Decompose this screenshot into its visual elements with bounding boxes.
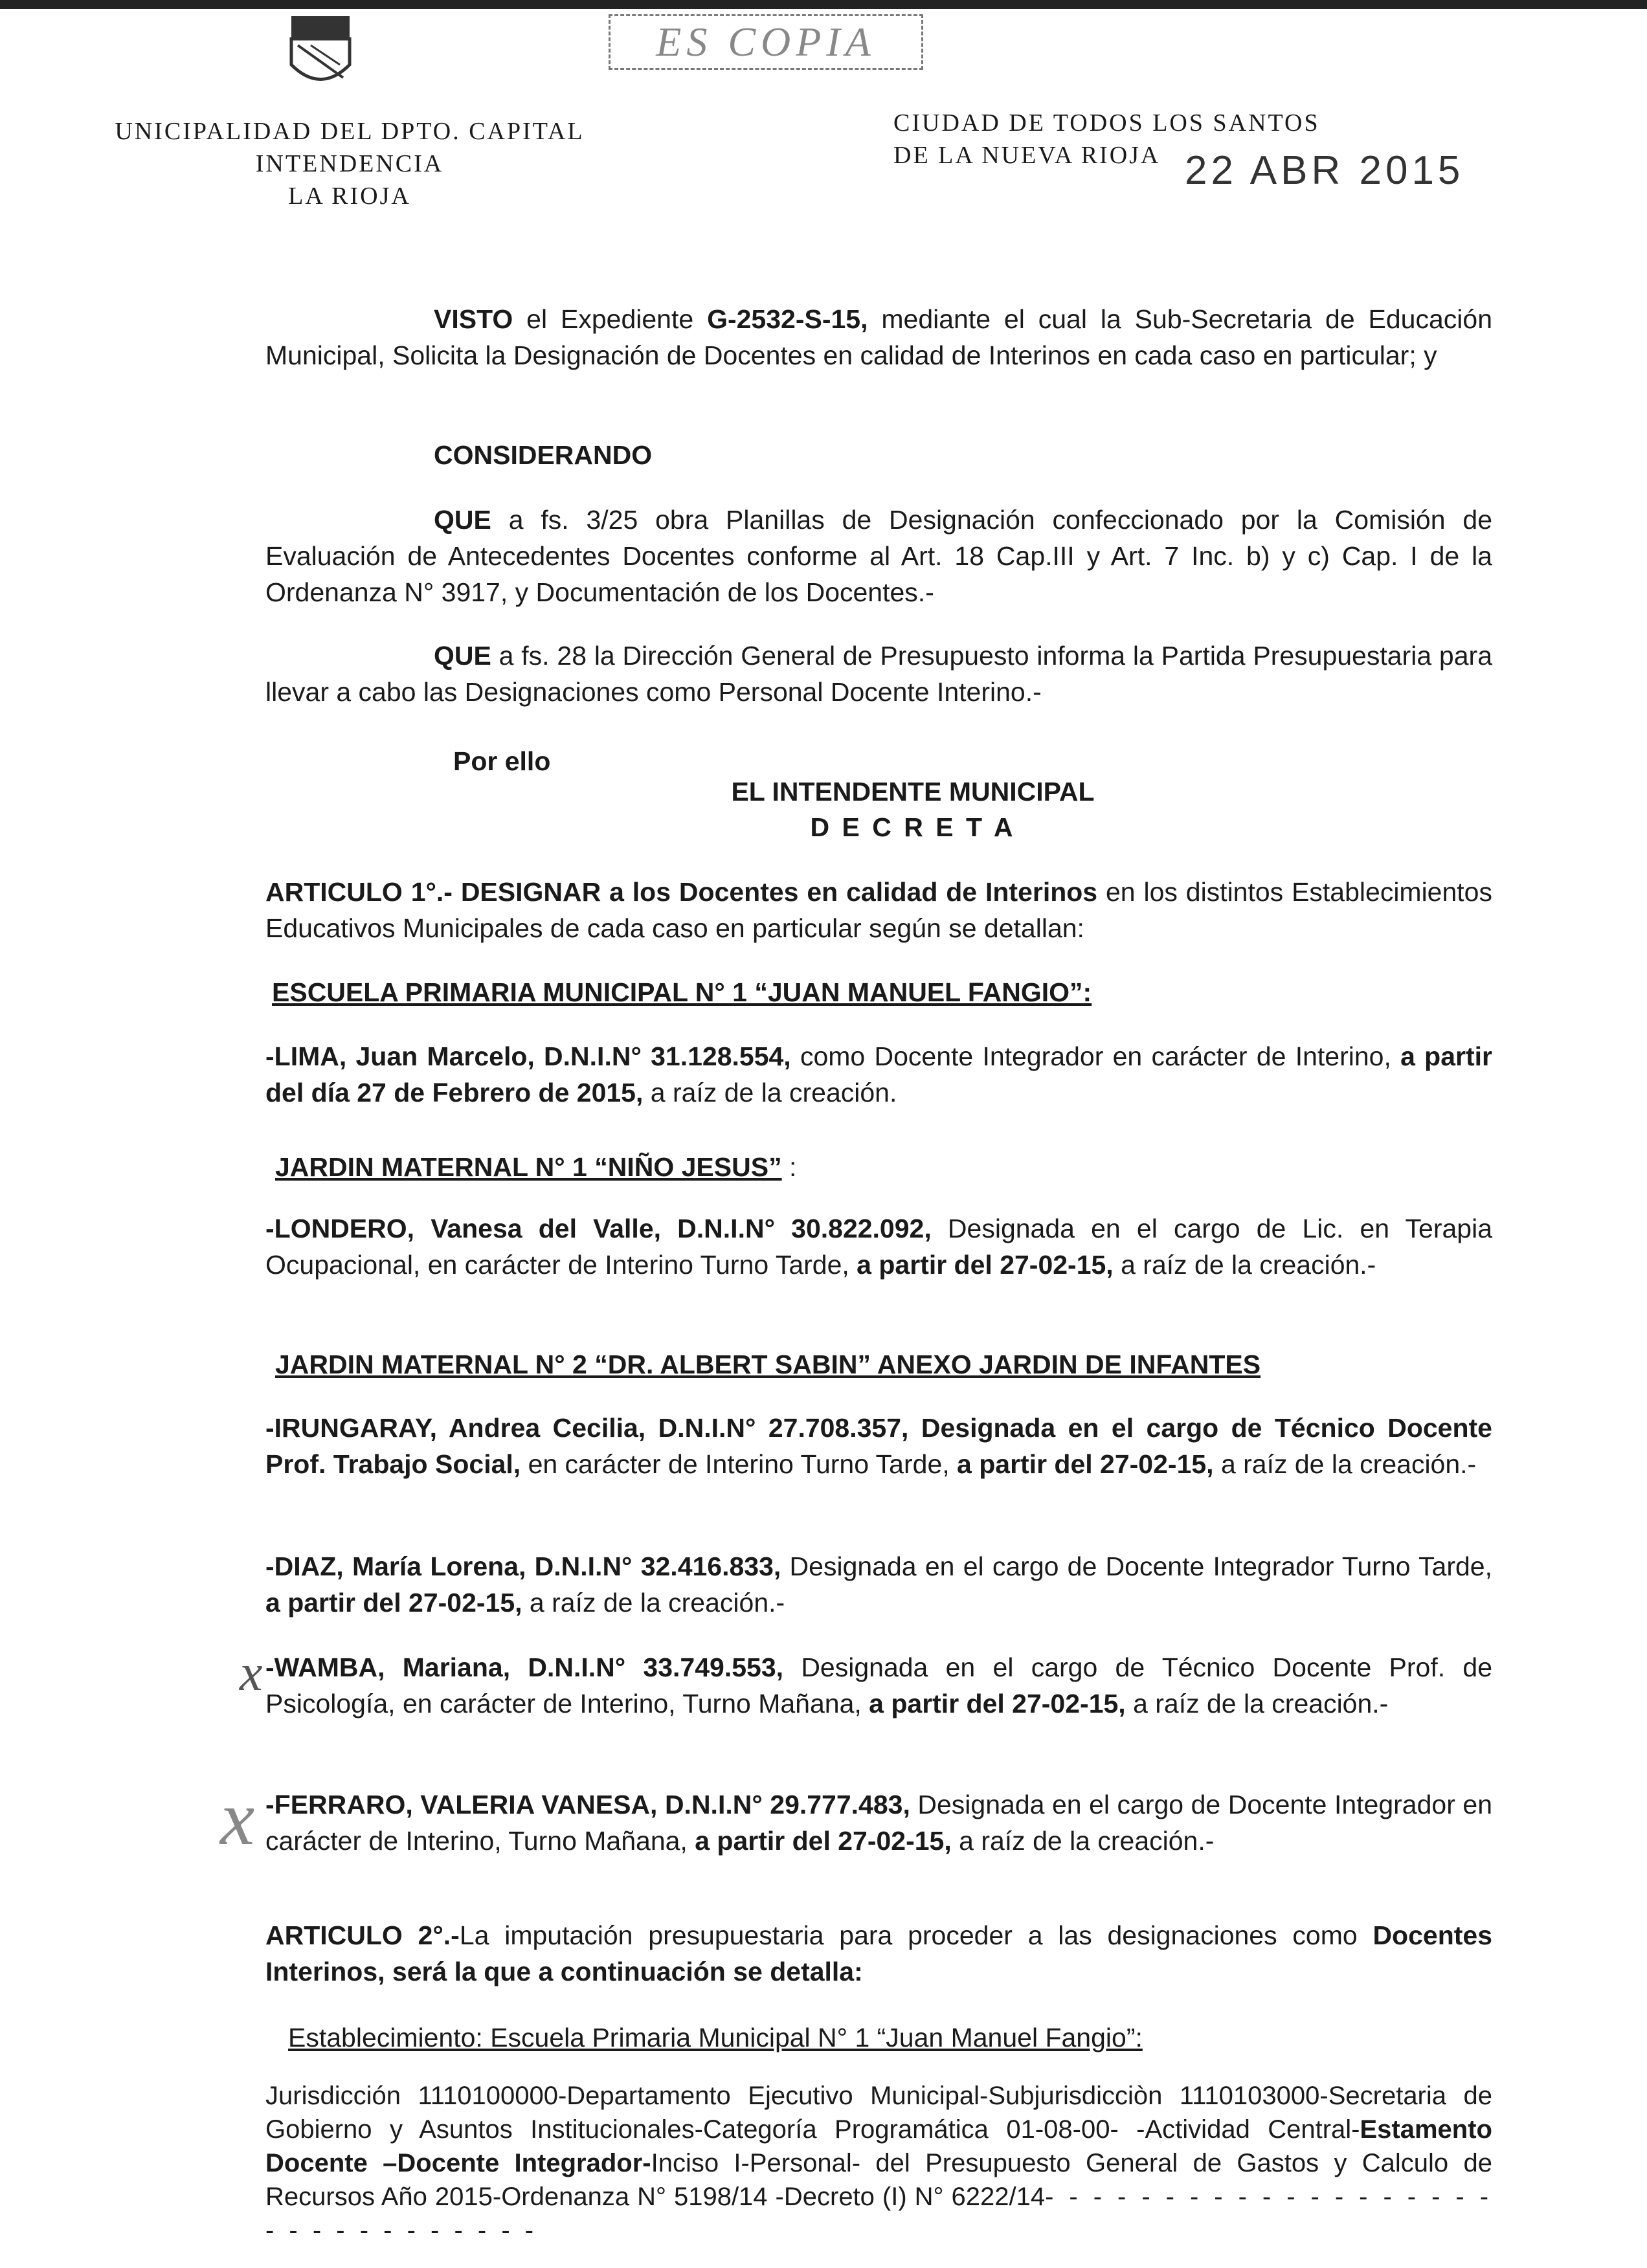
considerando-paragraph-1 [265,502,1492,610]
establecimiento-dashes: - - - - - - - - - - - - - - - - - - - - - - - - - - - - - - - [265,2183,1493,2245]
considerando-text-2: a fs. 28 la Dirección General de Presupuesto informa la Partida Presupuestaria para llevar a cabo las Designaciones como Personal Docente Interino.- [265,641,1492,707]
ferraro-paragraph [265,1786,1492,1859]
diaz-text-1: Designada en el cargo de Docente Integrador Turno Tarde, [781,1551,1492,1581]
establecimiento-text-1: Jurisdicción 1110100000-Departamento Ejecutivo Municipal-Subjurisdicciòn 1110103000-Secretaria de Gobierno y Asuntos Institucionales-Categoría Programática 01-08-00- -Actividad Central- [265,2082,1492,2144]
city-line-2: DE LA NUEVA RIOJA [893,142,1161,169]
establecimiento-text-2: Inciso I-Personal- del Presupuesto General de Gastos y Calculo de Recursos Año 2015-Ordenanza N° 5198/14 -Decreto (I) N° 6222/14 [265,2149,1492,2211]
jardin-1-heading: JARDIN MATERNAL N° 1 “NIÑO JESUS” [275,1152,782,1182]
jardin-1-heading-row [275,1149,796,1185]
articulo-2-lead: ARTICULO 2°.- [265,1920,460,1950]
articulo-1-text: en los distintos Establecimientos Educativos Municipales de cada caso en particular según se detallan: [265,877,1492,943]
ferraro-date: a partir del 27-02-15, [695,1826,952,1856]
visto-expediente: G-2532-S-15, [707,304,868,334]
date-stamp: 22 ABR 2015 [1185,148,1464,193]
londero-name: -LONDERO, Vanesa del Valle, D.N.I.N° 30.822.092, [265,1214,932,1243]
londero-paragraph [265,1210,1492,1283]
londero-text-1: Designada en el cargo de Lic. en Terapia Ocupacional, en carácter de Interino Turno Tarde, [265,1214,1492,1280]
considerando-paragraph-2 [265,638,1492,710]
diaz-text-2: a raíz de la creación.- [522,1588,785,1618]
irungaray-paragraph [265,1410,1492,1482]
establecimiento-paragraph [265,2079,1492,2247]
visto-paragraph [265,301,1492,373]
lima-text-2: a raíz de la creación. [643,1078,897,1107]
header-line-2: INTENDENCIA [255,150,444,177]
irungaray-text-2: a raíz de la creación.- [1213,1449,1477,1479]
municipal-crest-icon [285,13,356,97]
city-line-1: CIUDAD DE TODOS LOS SANTOS [893,109,1320,137]
articulo-1-lead: ARTICULO 1°.- DESIGNAR a los Docentes en calidad de Interinos [265,877,1098,907]
header-line-3: LA RIOJA [288,183,411,210]
header-line-1: UNICIPALIDAD DEL DPTO. CAPITAL [115,118,585,145]
ferraro-text-2: a raíz de la creación.- [951,1826,1215,1856]
wamba-name: -WAMBA, Mariana, D.N.I.N° 33.749.553, [265,1652,784,1682]
establecimiento-bold: Estamento Docente –Docente Integrador- [265,2115,1492,2177]
considerando-title: CONSIDERANDO [434,440,653,470]
diaz-paragraph [265,1548,1492,1621]
visto-text-2: mediante el cual la Sub-Secretaria de Educación Municipal, Solicita la Designación de Docentes en calidad de Interinos en cada caso en particular; y [265,304,1492,370]
ferraro-text-1: Designada en el cargo de Docente Integrador en carácter de Interino, Turno Mañana, [265,1790,1492,1856]
municipality-header [84,115,615,212]
copy-stamp: ES COPIA [609,14,923,70]
articulo-2 [265,1917,1492,1990]
wamba-text-2: a raíz de la creación.- [1125,1689,1389,1718]
wamba-date: a partir del 27-02-15, [869,1689,1126,1718]
articulo-2-text: La imputación presupuestaria para proceder a las designaciones como [459,1920,1373,1950]
jardin-1-heading-suffix: : [781,1152,797,1182]
articulo-2-bold: Docentes Interinos, será la que a continuación se detalla: [265,1920,1492,1986]
handwritten-x-mark-2: x [220,1775,255,1861]
londero-text-2: a raíz de la creación.- [1113,1250,1376,1280]
diaz-date: a partir del 27-02-15, [265,1588,522,1618]
considerando-text-1: a fs. 3/25 obra Planillas de Designación confeccionado por la Comisión de Evaluación de Antecedentes Docentes conforme al Art. 18 Cap.III y Art. 7 Inc. b) y c) Cap. I de la Ordenanza N° 3917, y Documentación de los Docentes.- [265,505,1492,607]
que-lead-2: QUE [434,641,491,671]
diaz-name: -DIAZ, María Lorena, D.N.I.N° 32.416.833, [265,1551,781,1581]
jardin-2-heading: JARDIN MATERNAL N° 2 “DR. ALBERT SABIN” ANEXO JARDIN DE INFANTES [275,1350,1261,1379]
londero-date: a partir del 27-02-15, [857,1250,1114,1280]
lima-date: a partir del día 27 de Febrero de 2015, [265,1041,1492,1107]
wamba-text-1: Designada en el cargo de Técnico Docente Prof. de Psicología, en carácter de Interino, Turno Mañana, [265,1652,1492,1718]
establecimiento-heading: Establecimiento: Escuela Primaria Municipal N° 1 “Juan Manuel Fangio”: [288,2023,1143,2052]
wamba-paragraph [265,1649,1492,1722]
intendente-title: EL INTENDENTE MUNICIPAL [731,777,1095,806]
lima-name: -LIMA, Juan Marcelo, D.N.I.N° 31.128.554, [265,1041,791,1071]
articulo-1 [265,874,1492,946]
irungaray-name: -IRUNGARAY, Andrea Cecilia, D.N.I.N° 27.708.357, Designada en el cargo de Técnico Docente Prof. Trabajo Social, [265,1413,1492,1479]
decreta-title: D E C R E T A [810,812,1016,842]
lima-text-1: como Docente Integrador en carácter de Interino, [790,1041,1401,1071]
visto-lead: VISTO [434,304,513,334]
handwritten-x-mark-1: x [240,1645,263,1702]
escuela-1-heading: ESCUELA PRIMARIA MUNICIPAL N° 1 “JUAN MANUEL FANGIO”: [272,977,1092,1007]
visto-text-1: el Expediente [513,304,708,334]
scan-edge [0,0,1647,9]
por-ello: Por ello [453,746,551,776]
que-lead-1: QUE [434,505,491,535]
ferraro-name: -FERRARO, VALERIA VANESA, D.N.I.N° 29.777.483, [265,1790,910,1819]
lima-paragraph [265,1038,1492,1111]
irungaray-text-1: en carácter de Interino Turno Tarde, [521,1449,958,1479]
irungaray-date: a partir del 27-02-15, [957,1449,1214,1479]
